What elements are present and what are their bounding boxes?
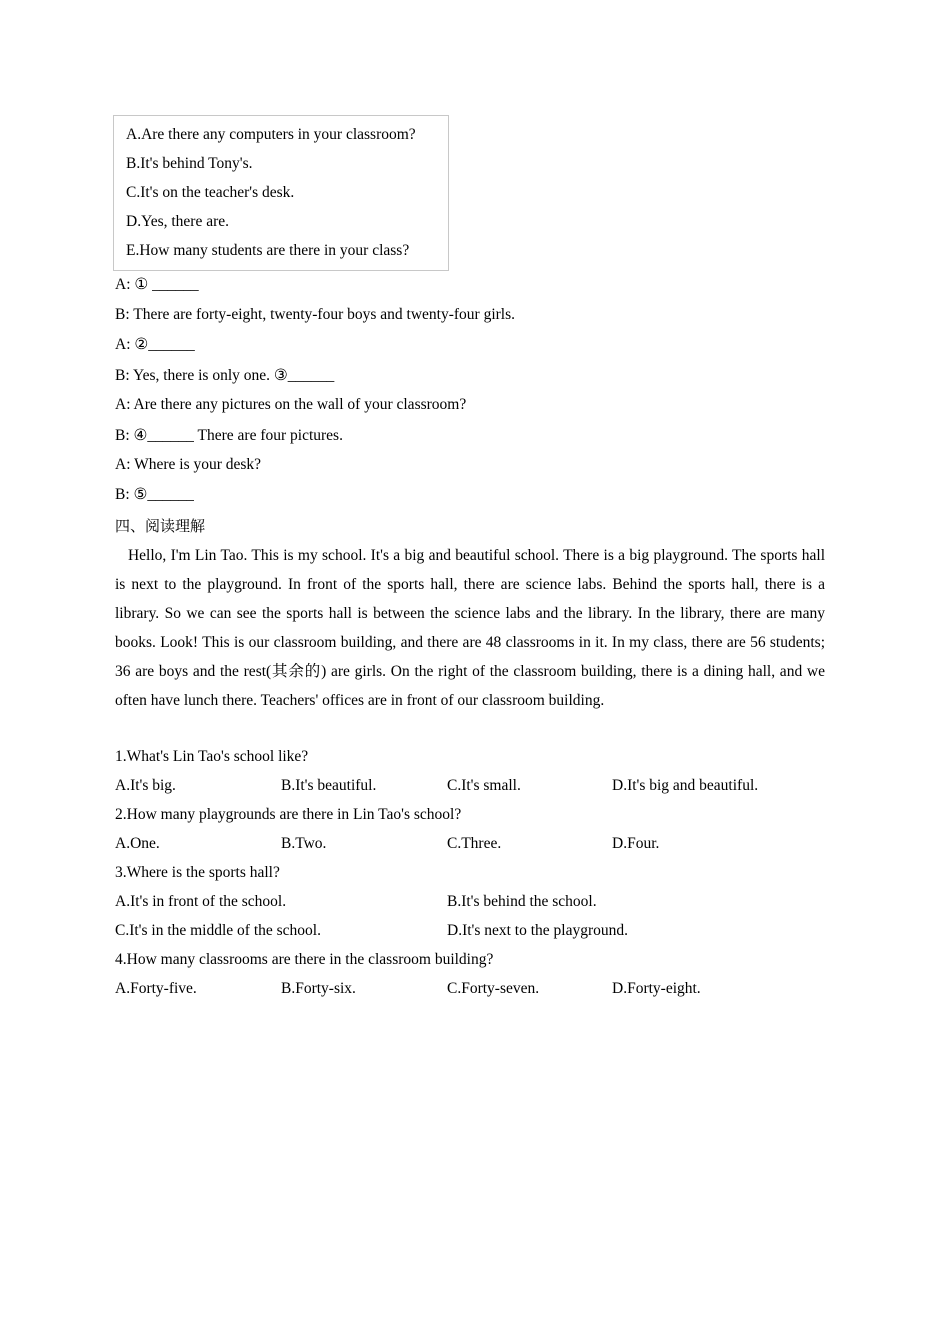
q2-choice-c: C.Three.	[447, 835, 502, 852]
q2-choice-d: D.Four.	[612, 835, 660, 852]
q3-choice-b: B.It's behind the school.	[447, 893, 597, 910]
q4-choice-c: C.Forty-seven.	[447, 980, 540, 997]
choices-4	[115, 979, 825, 999]
choices-3b	[115, 921, 825, 941]
question-3: 3.Where is the sports hall?	[115, 864, 280, 881]
dialogue-line-4: B: Yes, there is only one. ③______	[115, 367, 335, 384]
passage-text: Hello, I'm Lin Tao. This is my school. It's a big and beautiful school. There is a big playground. The sports hall is next to the playground. In front of the sports hall, there are science labs. Behind the sports hall, there is a library. So we can see the sports hall is between the science labs and the library. In the library, there are many books. Look! This is our classroom building, and there are 48 classrooms in it. In my class, there are 56 students; 36 are boys and the rest(其余的) are girls. On the right of the classroom building, there is a dining hall, and we often have lunch there. Teachers' offices are in front of our classroom building.	[115, 547, 826, 709]
dialogue-line-6: B: ④______ There are four pictures.	[115, 427, 343, 444]
choices-2	[115, 834, 825, 854]
choices-3a	[115, 892, 825, 912]
q3-choice-d: D.It's next to the playground.	[447, 922, 629, 939]
q2-choice-b: B.Two.	[281, 835, 327, 852]
dialogue-line-1: A: ① ______	[115, 276, 199, 293]
q3-choice-a: A.It's in front of the school.	[115, 893, 287, 910]
q4-choice-a: A.Forty-five.	[115, 980, 197, 997]
q3-choice-c: C.It's in the middle of the school.	[115, 922, 321, 939]
q4-choice-d: D.Forty-eight.	[612, 980, 701, 997]
q4-choice-b: B.Forty-six.	[281, 980, 356, 997]
options-box	[113, 115, 449, 271]
dialogue-line-8: B: ⑤______	[115, 486, 194, 503]
question-1: 1.What's Lin Tao's school like?	[115, 748, 309, 765]
q1-choice-b: B.It's beautiful.	[281, 777, 377, 794]
dialogue-line-2: B: There are forty-eight, twenty-four boys and twenty-four girls.	[115, 306, 516, 323]
question-2: 2.How many playgrounds are there in Lin Tao's school?	[115, 806, 462, 823]
dialogue-line-3: A: ②______	[115, 336, 195, 353]
option-e: E.How many students are there in your class?	[126, 242, 410, 259]
option-a: A.Are there any computers in your classroom?	[126, 126, 416, 143]
option-b: B.It's behind Tony's.	[126, 155, 253, 172]
dialogue-line-7: A: Where is your desk?	[115, 456, 262, 473]
q1-choice-c: C.It's small.	[447, 777, 521, 794]
question-4: 4.How many classrooms are there in the classroom building?	[115, 951, 494, 968]
section-heading: 四、阅读理解	[115, 517, 206, 535]
q1-choice-a: A.It's big.	[115, 777, 176, 794]
dialogue-line-5: A: Are there any pictures on the wall of your classroom?	[115, 396, 467, 413]
option-c: C.It's on the teacher's desk.	[126, 184, 295, 201]
reading-passage	[115, 541, 825, 715]
q1-choice-d: D.It's big and beautiful.	[612, 777, 759, 794]
q2-choice-a: A.One.	[115, 835, 160, 852]
option-d: D.Yes, there are.	[126, 213, 230, 230]
choices-1	[115, 776, 825, 796]
